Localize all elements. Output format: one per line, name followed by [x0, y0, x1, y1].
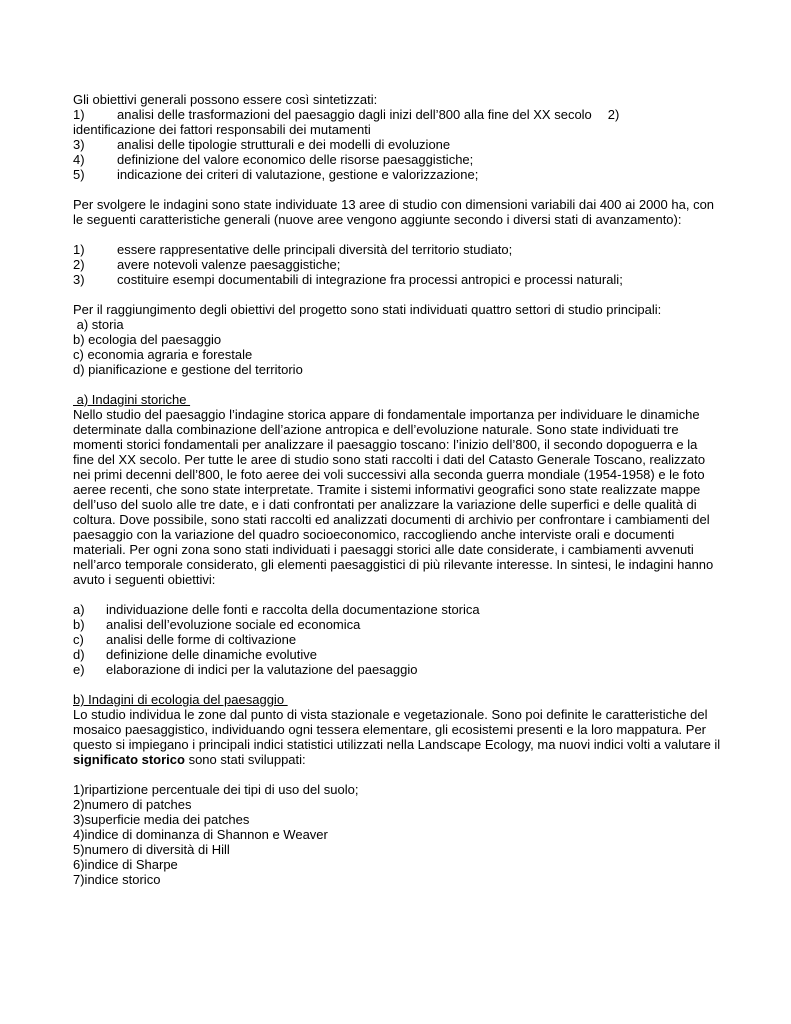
study-areas-line: Per svolgere le indagini sono state individuate 13 aree di studio con dimensioni variabili dai 400 ai 2000 ha, con	[73, 197, 715, 212]
paragraph-line: dell’uso del suolo alle tre date, e i dati confrontati per analizzare la variazione delle superfici e delle qualità di	[73, 497, 697, 512]
criteria-item	[73, 242, 733, 257]
index-item: 3)superficie media dei patches	[73, 812, 250, 827]
sector-item: d) pianificazione e gestione del territorio	[73, 362, 303, 377]
criteria-list	[73, 242, 733, 287]
bold-phrase: significato storico	[73, 752, 185, 767]
item-number: 3)	[73, 137, 85, 152]
item-text: analisi delle forme di coltivazione	[106, 632, 297, 647]
indices-list	[73, 782, 733, 887]
paragraph-line: coltura. Dove possibile, sono stati raccolti ed analizzati documenti di archivio per confrontare i cambiamenti del	[73, 512, 710, 527]
item-text: indicazione dei criteri di valutazione, gestione e valorizzazione;	[117, 167, 479, 182]
section-title-ecology: b) Indagini di ecologia del paesaggio	[73, 692, 288, 707]
objective-item	[73, 167, 733, 182]
document-body	[73, 92, 733, 887]
index-item: 4)indice di dominanza di Shannon e Weaver	[73, 827, 328, 842]
index-item: 6)indice di Sharpe	[73, 857, 178, 872]
item-letter: c)	[73, 632, 84, 647]
study-areas-line: le seguenti caratteristiche generali (nuove aree vengono aggiunte secondo i diversi stati di avanzamento):	[73, 212, 682, 227]
paragraph-line: nei primi decenni dell’800, le foto aeree dei voli successivi alla seconda guerra mondiale (1954-1958) e le foto	[73, 467, 705, 482]
sectors-list	[73, 317, 733, 377]
paragraph-line: materiali. Per ogni zona sono stati individuati i paesaggi storici alle date considerate, i cambiamenti avvenuti	[73, 542, 694, 557]
paragraph-line	[73, 752, 733, 767]
sector-item: a) storia	[73, 317, 124, 332]
objectives-heading: Gli obiettivi generali possono essere così sintetizzati:	[73, 92, 378, 107]
sector-item: c) economia agraria e forestale	[73, 347, 253, 362]
sector-item: b) ecologia del paesaggio	[73, 332, 222, 347]
paragraph-line: fine del XX secolo. Per tutte le aree di studio sono stati raccolti i dati del Catasto Generale Toscano, realizzato	[73, 452, 706, 467]
item-letter: b)	[73, 617, 85, 632]
ecology-paragraph	[73, 707, 733, 767]
objective-item	[73, 137, 733, 152]
paragraph-line: momenti storici fondamentali per analizzare il paesaggio toscano: l’inizio dell’800, il secondo dopoguerra e la	[73, 437, 698, 452]
index-item: 7)indice storico	[73, 872, 161, 887]
item-number: 5)	[73, 167, 85, 182]
index-item: 5)numero di diversità di Hill	[73, 842, 230, 857]
section-title-historical: a) Indagini storiche	[73, 392, 191, 407]
paragraph-line: questo si impiegano i principali indici statistici utilizzati nella Landscape Ecology, ma nuovi indici volti a valutare il	[73, 737, 721, 752]
item-text: analisi delle tipologie strutturali e dei modelli di evoluzione	[117, 137, 451, 152]
paragraph-line: mosaico paesaggistico, individuando ogni tessera elementare, gli ecosistemi presenti e la loro mappatura. Per	[73, 722, 707, 737]
historical-objectives-list	[73, 602, 733, 677]
item-number: 1)	[73, 242, 85, 257]
paragraph-line: avuto i seguenti obiettivi:	[73, 572, 216, 587]
item-text: definizione delle dinamiche evolutive	[106, 647, 318, 662]
historical-paragraph	[73, 407, 733, 587]
item-text: essere rappresentative delle principali diversità del territorio studiato;	[117, 242, 513, 257]
item-number: 2)	[607, 107, 620, 122]
objectives-rest	[73, 137, 733, 182]
criteria-item	[73, 257, 733, 272]
objective-item	[73, 152, 733, 167]
index-item: 1)ripartizione percentuale dei tipi di uso del suolo;	[73, 782, 359, 797]
item-text: definizione del valore economico delle risorse paesaggistiche;	[117, 152, 474, 167]
objective-item-wrap: identificazione dei fattori responsabili dei mutamenti	[73, 122, 371, 137]
item-text: individuazione delle fonti e raccolta della documentazione storica	[106, 602, 480, 617]
list-item	[73, 632, 733, 647]
line-tail: sono stati sviluppati:	[184, 752, 306, 767]
item-letter: e)	[73, 662, 85, 677]
item-number: 1)	[73, 107, 85, 122]
item-text: costituire esempi documentabili di integrazione fra processi antropici e processi naturali;	[117, 272, 623, 287]
item-text: avere notevoli valenze paesaggistiche;	[117, 257, 341, 272]
paragraph-line: Lo studio individua le zone dal punto di vista stazionale e vegetazionale. Sono poi definite le caratteristiche del	[73, 707, 708, 722]
paragraph-line: nell’arco temporale considerato, gli elementi paesaggistici di più rilevante interesse. In sintesi, le indagini hanno	[73, 557, 714, 572]
item-text: analisi delle trasformazioni del paesaggio dagli inizi dell’800 alla fine del XX secolo	[117, 107, 592, 122]
list-item	[73, 647, 733, 662]
list-item	[73, 602, 733, 617]
item-number: 3)	[73, 272, 85, 287]
item-letter: d)	[73, 647, 85, 662]
paragraph-line: paesaggio con la variazione del quadro socioeconomico, raccogliendo anche interviste orali e documenti	[73, 527, 675, 542]
item-number: 2)	[73, 257, 85, 272]
list-item	[73, 662, 733, 677]
index-item: 2)numero di patches	[73, 797, 192, 812]
item-number: 4)	[73, 152, 85, 167]
item-letter: a)	[73, 602, 85, 617]
item-text: elaborazione di indici per la valutazione del paesaggio	[106, 662, 418, 677]
paragraph-line: determinate dalla combinazione dell’azione antropica e dell’evoluzione naturale. Sono state individuati tre	[73, 422, 679, 437]
item-text: analisi dell’evoluzione sociale ed economica	[106, 617, 361, 632]
paragraph-line: Nello studio del paesaggio l’indagine storica appare di fondamentale importanza per individuare le dinamiche	[73, 407, 700, 422]
paragraph-line: aeree recenti, che sono state interpretate. Tramite i sistemi informativi geografici sono state realizzate mappe	[73, 482, 701, 497]
criteria-item	[73, 272, 733, 287]
list-item	[73, 617, 733, 632]
objective-item	[73, 107, 733, 122]
sectors-intro: Per il raggiungimento degli obiettivi del progetto sono stati individuati quattro settori di studio principali:	[73, 302, 662, 317]
